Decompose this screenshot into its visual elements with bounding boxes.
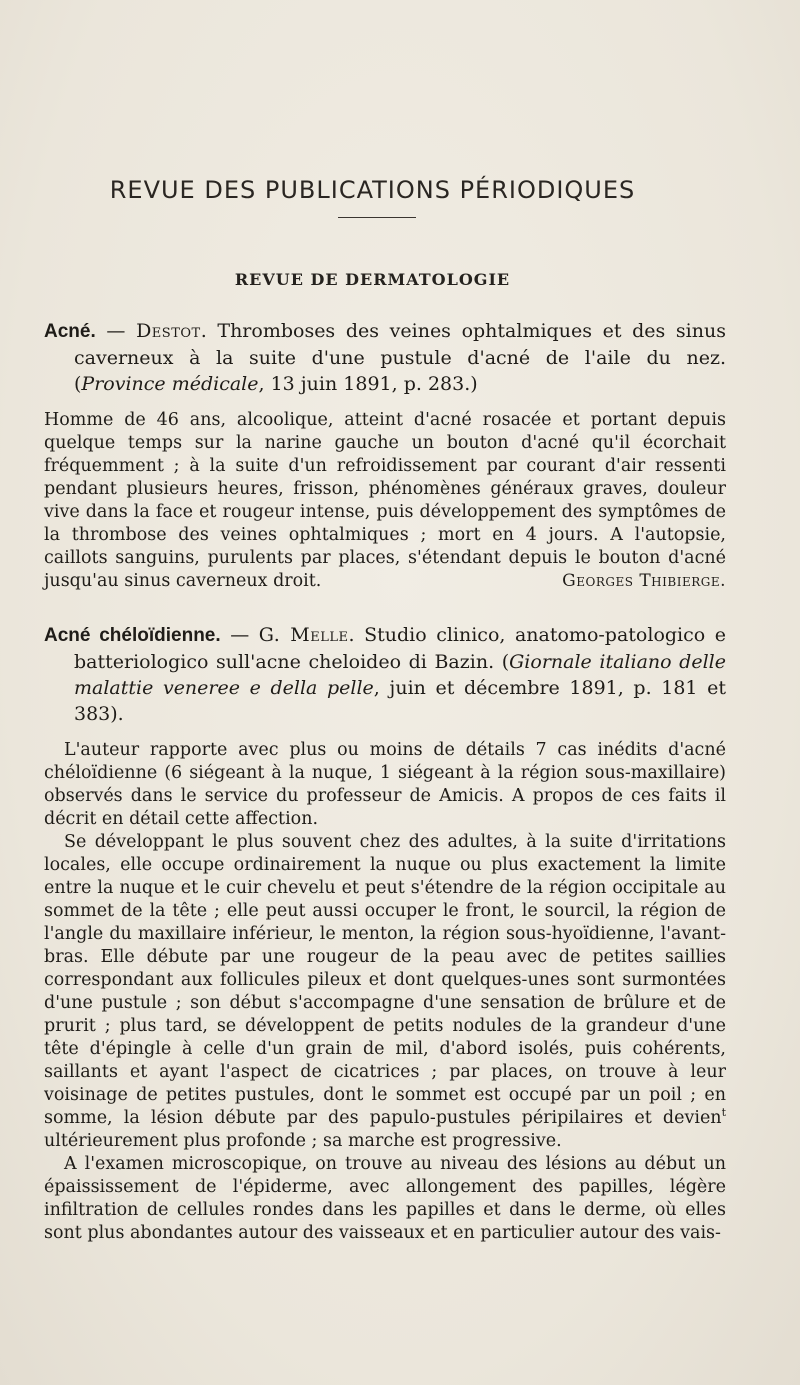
entry-keyword: Acné chéloïdienne. bbox=[44, 625, 221, 646]
author-signature: Georges Thibierge. bbox=[562, 571, 726, 591]
entry-acne bbox=[44, 318, 726, 593]
entry-body bbox=[44, 739, 726, 1245]
entry-heading: Acné chéloïdienne. — G. Melle. Studio clinico, anatomo-patologico e batteriologico sull'acne cheloideo di Bazin. (Giornale italiano delle malattie veneree e della pelle, juin et décembre 1891, p. 181 et 383). bbox=[44, 624, 726, 725]
title-divider bbox=[338, 217, 416, 218]
entry-title: . Studio clinico, anatomo-patologico e batteriologico sull'acne cheloideo di Bazin. ( bbox=[74, 624, 726, 673]
paragraph: L'auteur rapporte avec plus ou moins de détails 7 cas inédits d'acné chéloïdienne (6 siégeant à la nuque, 1 siégeant à la région sous-maxillaire) observés dans le service du professeur de Amicis. A propos de ces faits il décrit en détail cette affection. bbox=[44, 740, 726, 829]
journal-ref: , juin et décembre 1891, p. 181 et 383). bbox=[74, 677, 726, 725]
journal-name: Giornale italiano delle malattie veneree e della pelle bbox=[74, 651, 726, 699]
entry-keyword: Acné. bbox=[44, 321, 96, 342]
entry-body bbox=[44, 409, 726, 593]
entry-acne-cheloidienne bbox=[44, 622, 726, 1245]
paragraph: Se développant le plus souvent chez des adultes, à la suite d'irritations locales, elle occupe ordinairement la nuque ou plus exactement la limite entre la nuque et le cuir chevelu et peut s'étendre de la région occipitale au sommet de la tête ; elle peut aussi occuper le front, le sourcil, la région de l'angle du maxillaire inférieur, le menton, la région sous-hyoïdienne, l'avant-bras. Elle débute par une rougeur de la peau avec de petites saillies correspondant aux follicules pileux et dont quelques-unes sont surmontées d'une pustule ; son début s'accompagne d'une sensation de brûlure et de prurit ; plus tard, se développent de petits nodules de la grandeur d'une tête d'épingle à celle d'un grain de mil, d'abord isolés, puis cohérents, saillants et ayant l'aspect de cicatrices ; par places, on trouve à leur voisinage de petites pustules, dont le sommet est occupé par un poil ; en somme, la lésion débute par des papulo-pustules péripilaires et devien$^t$ ultérieurement plus profonde ; sa marche est progressive. bbox=[44, 832, 726, 1151]
section-title: REVUE DE DERMATOLOGIE bbox=[234, 270, 511, 289]
journal-ref: , 13 juin 1891, p. 283.) bbox=[258, 373, 478, 395]
entry-author: G. Melle bbox=[258, 624, 349, 646]
entry-heading: Acné. — Destot. Thromboses des veines ophtalmiques et des sinus caverneux à la suite d'une pustule d'acné de l'aile du nez. (Province médicale, 13 juin 1891, p. 283.) bbox=[44, 320, 726, 395]
paragraph: A l'examen microscopique, on trouve au niveau des lésions au début un épaississement de l'épiderme, avec allongement des papilles, légère infiltration de cellules rondes dans les papilles et dans le derme, où elles sont plus abondantes autour des vaisseaux et en particulier autour des vais- bbox=[44, 1154, 726, 1243]
page-title: REVUE DES PUBLICATIONS PÉRIODIQUES bbox=[109, 176, 636, 204]
entry-author: Destot bbox=[136, 320, 201, 342]
journal-name: Province médicale bbox=[81, 373, 259, 395]
paragraph: Homme de 46 ans, alcoolique, atteint d'acné rosacée et portant depuis quelque temps sur la narine gauche un bouton d'acné qu'il écorchait fréquemment ; à la suite d'un refroidissement par courant d'air ressenti pendant plusieurs heures, frisson, phénomènes généraux graves, douleur vive dans la face et rougeur intense, puis développement des symptômes de la thrombose des veines ophtalmiques ; mort en 4 jours. A l'autopsie, caillots sanguins, purulents par places, s'étendant depuis le bouton d'acné jusqu'au sinus caverneux droit. Georges Thibierge. bbox=[44, 410, 726, 591]
entry-title: . Thromboses des veines ophtalmiques et des sinus caverneux à la suite d'une pustule d'acné de l'aile du nez. ( bbox=[74, 320, 726, 395]
